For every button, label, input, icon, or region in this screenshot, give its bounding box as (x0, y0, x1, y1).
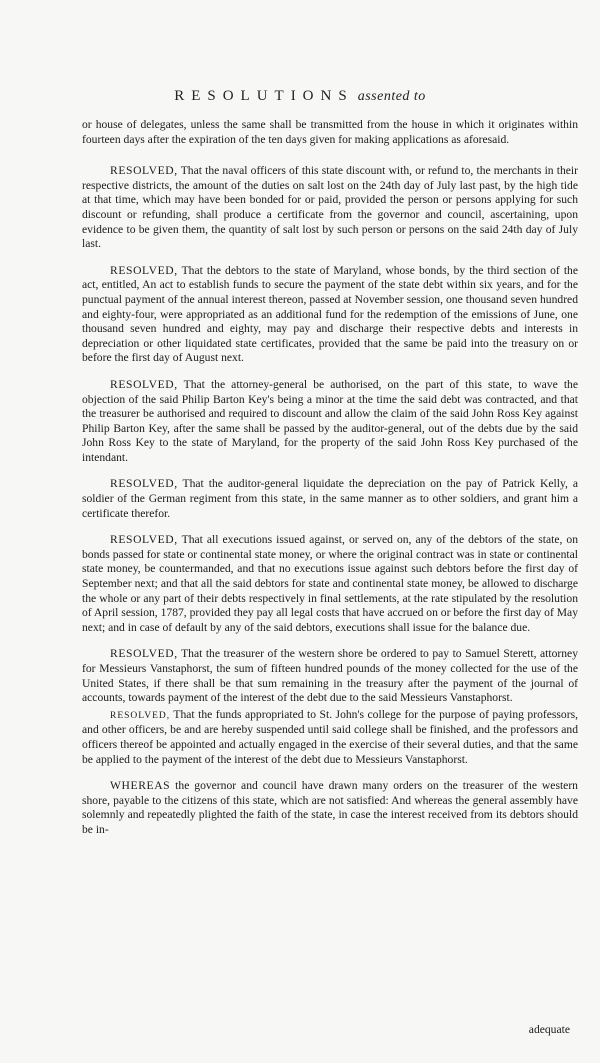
whereas-paragraph (82, 779, 578, 837)
resolution-lead: RESOLVED, (110, 533, 178, 547)
resolution-state-debtors (82, 264, 578, 366)
header-subtitle: assented to (357, 89, 426, 104)
resolution-st-johns-college (82, 708, 578, 767)
page-header (0, 88, 600, 105)
resolution-text: That the debtors to the state of Maryland, whose bonds, by the third section of the act, entitled, An act to establish funds to secure the payment of the state debt within six years, and for the punctual payment of the annual interest thereon, passed at November session, one thousand seven hundred and eighty-four, were appropriated as an additional fund for the redemption of the emissions of June, one thousand seven hundred and eighty, may pay and discharge their respective debts and interests in depreciation or other liquidated state certificates, provided that the same be paid into the treasury on or before the first day of August next. (82, 263, 578, 365)
resolution-lead: RESOLVED, (110, 477, 178, 491)
resolution-text: That the funds appropriated to St. John's college for the purpose of paying professors, and other officers, be and are hereby suspended until said college shall be finished, and the professors and officers thereof be appointed and actually engaged in the exercise of their several duties, and that the same be applied to the payment of the interest of the debt due to Messieurs Vanstaphorst. (82, 707, 578, 766)
resolution-lead: RESOLVED, (110, 164, 178, 178)
document-body (82, 118, 578, 850)
resolution-text: That the naval officers of this state discount with, or refund to, the merchants in their respective districts, the amount of the duties on salt lost on the 24th day of July last past, by the high tide at that time, which may have been bonded for or paid, provided the person or persons applying for such discount or refunding, shall produce a certificate from the governor and council, ascertaining, upon evidence to be given them, the quantity of salt lost by such person or persons on the said 24th day of July last. (82, 164, 578, 251)
whereas-text: the governor and council have drawn many orders on the treasurer of the western shore, payable to the citizens of this state, which are not satisfied: And whereas the general assembly have solemnly and repeatedly plighted the faith of the state, in case the interest received from its debtors should be in- (82, 779, 578, 836)
catchword: adequate (528, 1023, 570, 1036)
resolution-lead: RESOLVED, (110, 710, 171, 721)
resolution-text: That the auditor-general liquidate the depreciation on the pay of Patrick Kelly, a soldier of the German regiment from this state, in the same manner as to other soldiers, and grant him a certificate therefor. (82, 477, 578, 520)
resolution-lead: RESOLVED, (110, 647, 178, 661)
resolution-lead: RESOLVED, (110, 263, 178, 277)
resolution-text: That the attorney-general be authorised, on the part of this state, to wave the objection of the said Philip Barton Key's being a minor at the time the said debt was contracted, and that the treasurer be authorised and required to discount and allow the claim of the said John Ross Key against Philip Barton Key, after the same shall be passed by the auditor-general, out of the debts due by the said John Ross Key to the state of Maryland, for the property of the said John Ross Key purchased of the intendant. (82, 377, 578, 464)
resolution-text: That the treasurer of the western shore be ordered to pay to Samuel Sterett, attorney for Messieurs Vanstaphorst, the sum of fifteen hundred pounds of the money collected for the use of the United States, if there shall be that sum remaining in the treasury after the payment of the journal of accounts, towards payment of the interest of the debt due to the said Messieurs Vanstaphorst. (82, 647, 578, 705)
resolution-naval-officers (82, 164, 578, 252)
resolution-patrick-kelly (82, 477, 578, 521)
resolution-text: That all executions issued against, or served on, any of the debtors of the state, on bonds passed for state or continental state money, or where the original contract was in state or continental state money, be countermanded, and that no executions issue against such debtors before the first day of September next; and that all the said debtors for state and continental state money, be allowed to discharge the whole or any part of their debts respectively in final settlements, at the rate stipulated by the resolution of April session, 1787, provided they pay all legal costs that have accrued on or before the first day of May next; and in case of default by any of the said debtors, executions shall issue for the balance due. (82, 533, 578, 634)
continued-paragraph: or house of delegates, unless the same shall be transmitted from the house in which it originates within fourteen days after the expiration of the ten days given for making applications as aforesaid. (82, 118, 578, 146)
header-title: RESOLUTIONS (174, 88, 354, 104)
resolution-western-shore-treasurer (82, 647, 578, 705)
resolution-attorney-general (82, 378, 578, 466)
whereas-lead: WHEREAS (110, 779, 171, 793)
resolution-executions (82, 533, 578, 635)
resolution-lead: RESOLVED, (110, 377, 178, 391)
